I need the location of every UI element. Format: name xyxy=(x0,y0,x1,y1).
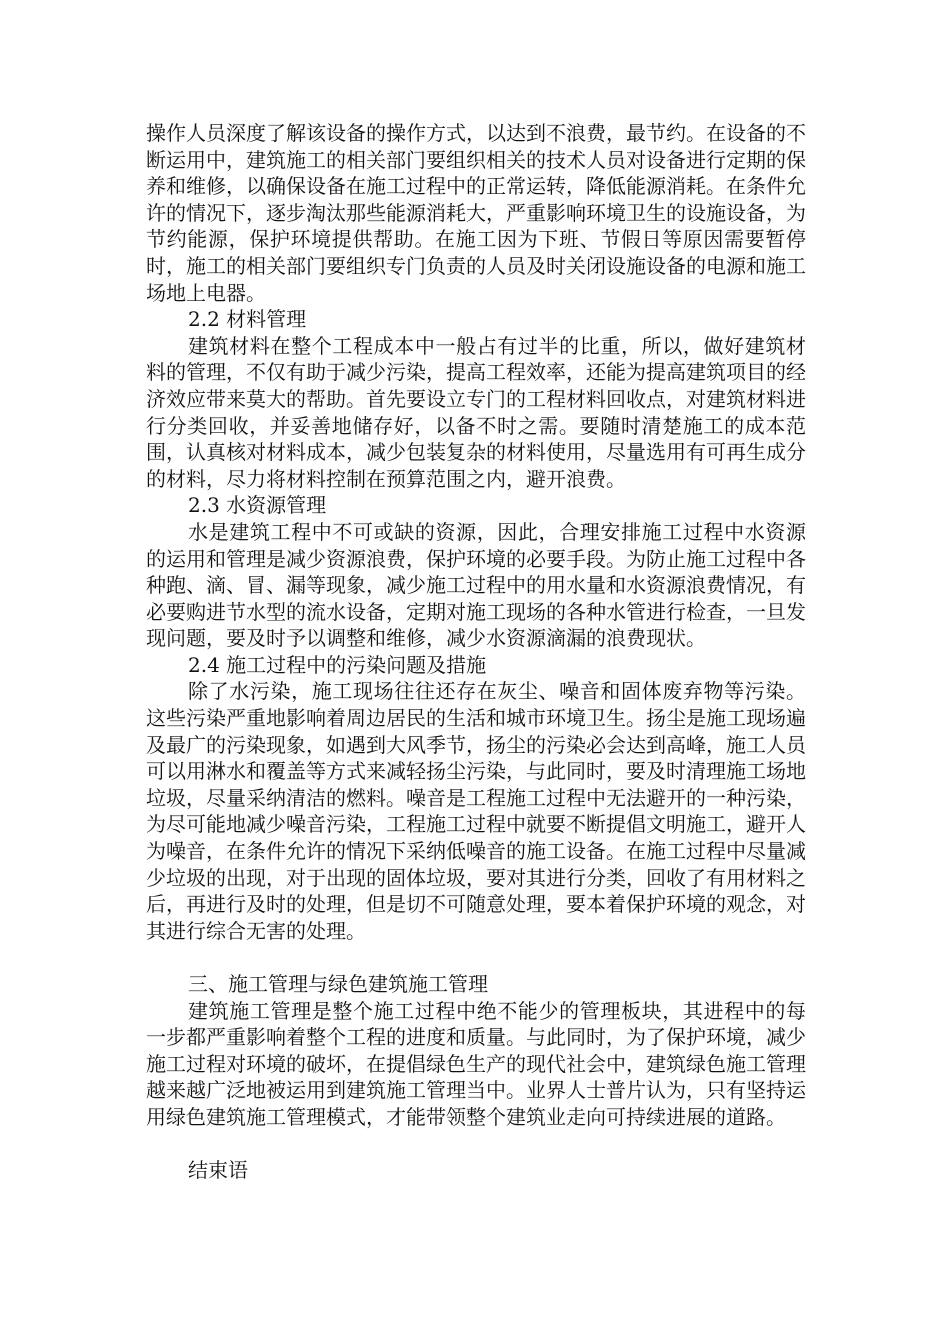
paragraph-green-construction: 建筑施工管理是整个施工过程中绝不能少的管理板块，其进程中的每一步都严重影响着整个工程的进度和质量。与此同时，为了保护环境，减少施工过程对环境的破坏，在提倡绿色生产的现代社会中，建筑绿色施工管理越来越广泛地被运用到建筑施工管理当中。业界人士普片认为，只有坚持运用绿色建筑施工管理模式，才能带领整个建筑业走向可持续进展的道路。 xyxy=(146,998,806,1129)
heading-conclusion: 结束语 xyxy=(188,1158,248,1183)
paragraph-intro: 操作人员深度了解该设备的操作方式，以达到不浪费，最节约。在设备的不断运用中，建筑施工的相关部门要组织相关的技术人员对设备进行定期的保养和维修，以确保设备在施工过程中的正常运转，降低能源消耗。在条件允许的情况下，逐步淘汰那些能源消耗大，严重影响环境卫生的设施设备，为节约能源，保护环境提供帮助。在施工因为下班、节假日等原因需要暂停时，施工的相关部门要组织专门负责的人员及时关闭设施设备的电源和施工场地上电器。 xyxy=(146,121,806,305)
paragraph-water-management: 水是建筑工程中不可或缺的资源，因此，合理安排施工过程中水资源的运用和管理是减少资源浪费，保护环境的必要手段。为防止施工过程中各种跑、滴、冒、漏等现象，减少施工过程中的用水量和水资源浪费情况，有必要购进节水型的流水设备，定期对施工现场的各种水管进行检查，一旦发现问题，要及时予以调整和维修，减少水资源滴漏的浪费现状。 xyxy=(146,519,806,651)
heading-2-4-pollution-measures: 2.4 施工过程中的污染问题及措施 xyxy=(188,652,487,677)
paragraph-material-management: 建筑材料在整个工程成本中一般占有过半的比重，所以，做好建筑材料的管理，不仅有助于减少污染，提高工程效率，还能为提高建筑项目的经济效应带来莫大的帮助。首先要设立专门的工程材料回收点，对建筑材料进行分类回收，并妥善地储存好，以备不时之需。要随时清楚施工的成本范围，认真核对材料成本，减少包装复杂的材料使用，尽量选用有可再生成分的材料，尽力将材料控制在预算范围之内，避开浪费。 xyxy=(146,333,806,491)
heading-2-2-material-management: 2.2 材料管理 xyxy=(188,307,307,332)
heading-3-green-construction: 三、施工管理与绿色建筑施工管理 xyxy=(188,972,488,996)
paragraph-pollution-measures: 除了水污染，施工现场往往还存在灰尘、噪音和固体废弃物等污染。这些污染严重地影响着周边居民的生活和城市环境卫生。扬尘是施工现场遍及最广的污染现象，如遇到大风季节，扬尘的污染必会达到高峰，施工人员可以用淋水和覆盖等方式来减轻扬尘污染，与此同时，要及时清理施工场地垃圾，尽量采纳清洁的燃料。噪音是工程施工过程中无法避开的一种污染，为尽可能地减少噪音污染，工程施工过程中就要不断提倡文明施工，避开人为噪音，在条件允许的情况下采纳低噪音的施工设备。在施工过程中尽量减少垃圾的出现，对于出现的固体垃圾，要对其进行分类，回收了有用材料之后，再进行及时的处理，但是切不可随意处理，要本着保护环境的观念，对其进行综合无害的处理。 xyxy=(146,679,806,943)
document-body xyxy=(146,120,806,1184)
heading-2-3-water-management: 2.3 水资源管理 xyxy=(188,493,327,518)
